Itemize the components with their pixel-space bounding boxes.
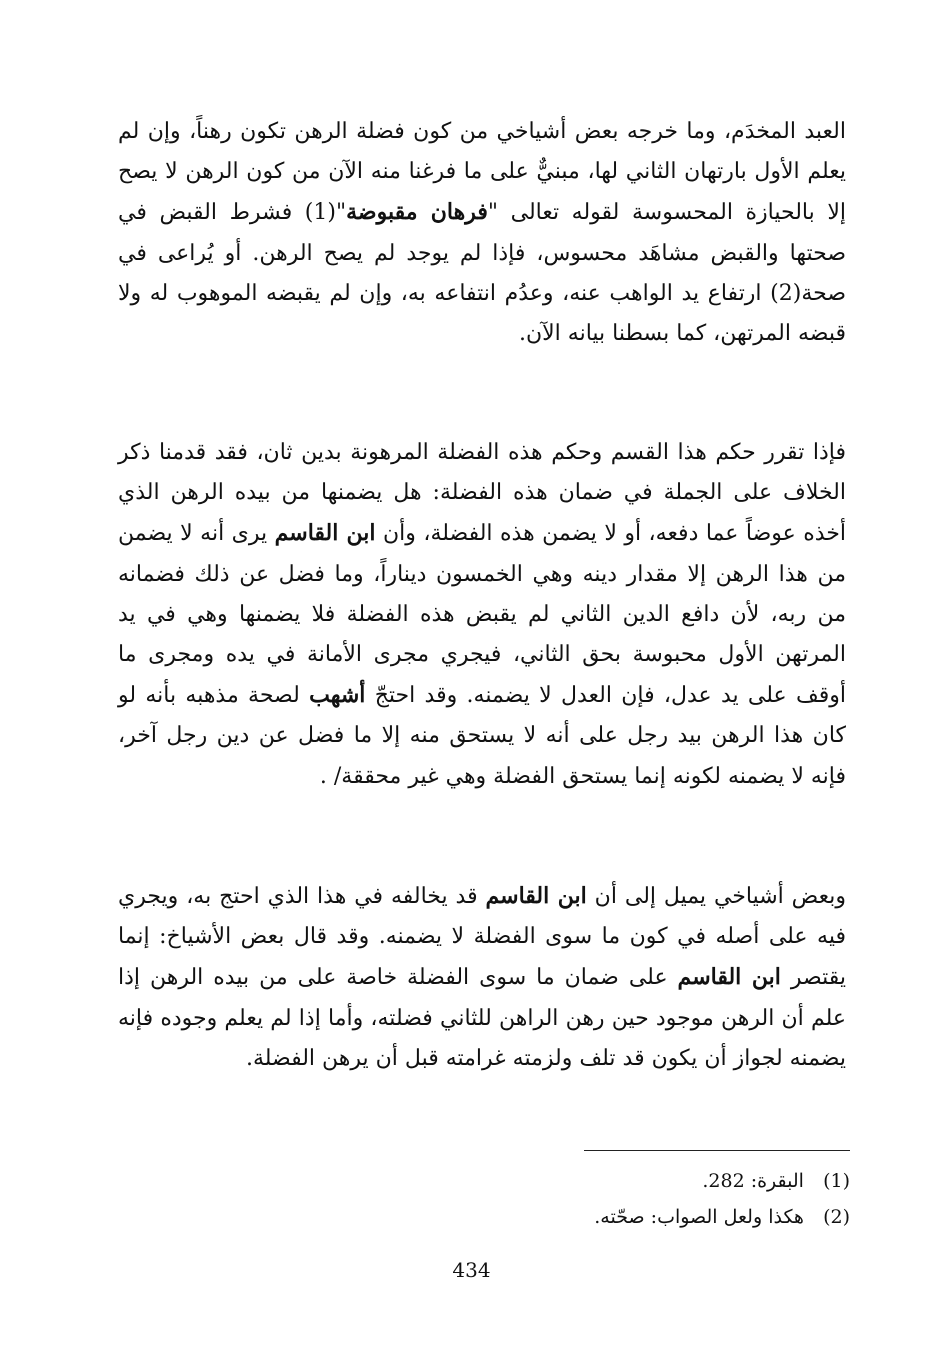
- footnotes: [380, 1163, 850, 1235]
- paragraph-3: [118, 876, 846, 1079]
- paragraph-2-text-1: فإذا تقرر حكم هذا القسم وحكم هذه الفضلة المرهونة بدين ثان، فقد قدمنا ذكر الخلاف على الجملة في ضمان هذه الفضلة: هل يضمنها من بيده الرهن الذي أخذه عوضاً عما دفعه، أو لا يضمن هذه الفضلة، وأن: [118, 440, 847, 547]
- paragraph-2-text-3: لصحة مذهبه بأنه لو كان هذا الرهن بيد رجل على أنه لا يستحق منه إلا ما فضل عن دين رجل آخر، فإنه لا يضمنه لكونه إنما يستحق الفضلة وهي غير محققة/ .: [118, 683, 846, 789]
- paragraph-3-name-1: ابن القاسم: [485, 883, 587, 909]
- footnote-1-text: البقرة: 282.: [702, 1170, 804, 1192]
- paragraph-2-name-1: ابن القاسم: [274, 520, 376, 547]
- paragraph-2-text-2: يرى أنه لا يضمن من هذا الرهن إلا مقدار دينه وهي الخمسون ديناراً، وما فضل عن ذلك فضمانه من ربه، لأن دافع الدين الثاني لم يقبض هذه الفضلة فلا يضمنها وهي في يد المرتهن الأول محبوسة بحق الثاني، فيجري مجرى الأمانة في يده ومجرى ما أوقف على يد عدل، فإن العدل لا يضمنه. وقد احتجّ: [118, 521, 846, 709]
- footnote-2-number: (2): [823, 1206, 850, 1228]
- page-number: 434: [452, 1258, 491, 1282]
- paragraph-1-text-2: "(1) فشرط القبض في صحتها والقبض مشاهَد محسوس، فإذا لم يوجد لم يصح الرهن. أو يُراعى في صحة(2) ارتفاع يد الواهب عنه، وعدُم انتفاعه به، وإن لم يقبضه الموهوب له ولا قبضه المرتهن، كما بسطنا بيانه الآن.: [118, 200, 846, 347]
- footnote-separator: [584, 1150, 850, 1151]
- paragraph-1-text-1: العبد المخدَم، وما خرجه بعض أشياخي من كون فضلة الرهن تكون رهناً، وإن لم يعلم الأول بارتهان الثاني لها، مبنيٌّ على ما فرغنا منه الآن من كون الرهن لا يصح إلا بالحيازة المحسوسة لقوله تعالى ": [118, 119, 847, 226]
- footnote-1: [380, 1163, 850, 1199]
- paragraph-1: [118, 112, 846, 354]
- paragraph-3-name-2: ابن القاسم: [677, 964, 781, 991]
- paragraph-3-text-3: على ضمان ما سوى الفضلة خاصة على من بيده الرهن إذا علم أن الرهن موجود حين رهن الراهن للثاني فضلته، وأما إذا لم يعلم وجوده فإنه يضمنه لجواز أن يكون قد تلف ولزمته غرامته قبل أن يرهن الفضلة.: [118, 965, 846, 1071]
- paragraph-2-name-2: أشهب: [309, 682, 366, 709]
- footnote-1-number: (1): [823, 1170, 850, 1192]
- paragraph-3-text-2: قد يخالفه في هذا الذي احتج به، ويجري فيه على أصله في كون ما سوى الفضلة لا يضمنه. وقد قال بعض الأشياخ: إنما يقتصر: [118, 884, 846, 991]
- paragraph-2: [118, 433, 846, 797]
- footnote-2-text: هكذا ولعل الصواب: صحّته.: [594, 1206, 804, 1228]
- footnote-2: [380, 1199, 850, 1235]
- paragraph-1-quran-quote: فرهان مقبوضة: [346, 199, 488, 226]
- paragraph-3-text-1: وبعض أشياخي يميل إلى أن: [586, 884, 846, 909]
